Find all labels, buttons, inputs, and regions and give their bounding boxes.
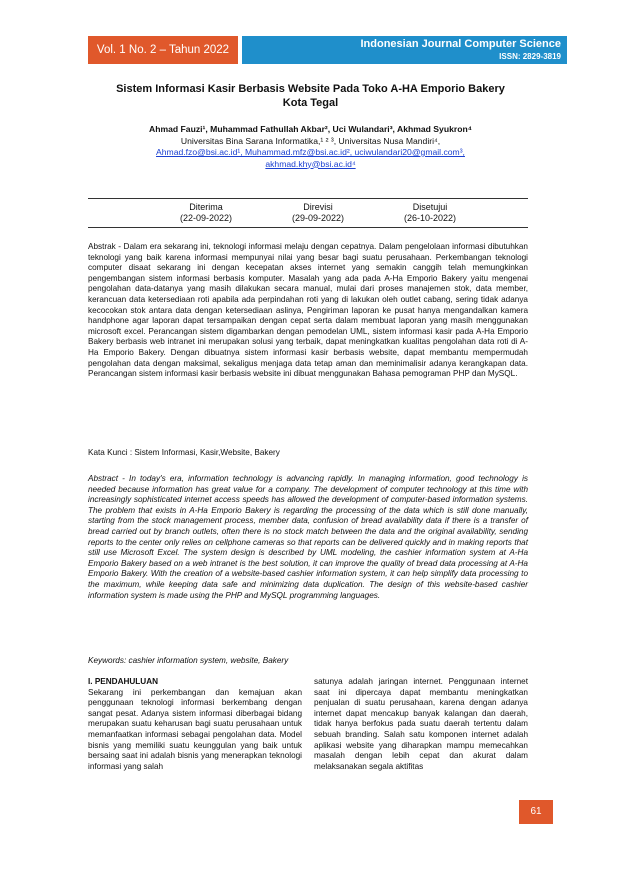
date-accepted xyxy=(390,202,470,224)
author-email-4[interactable]: akhmad.khy@bsi.ac.id⁴ xyxy=(265,158,356,169)
accepted-label: Disetujui xyxy=(412,202,448,212)
kata-kunci: Kata Kunci : Sistem Informasi, Kasir,Website, Bakery xyxy=(88,448,280,457)
accepted-value: (26-10-2022) xyxy=(403,213,457,223)
received-value: (22-09-2022) xyxy=(179,213,233,223)
date-revised xyxy=(278,202,358,224)
received-label: Diterima xyxy=(189,202,223,212)
page-number: 61 xyxy=(519,800,553,824)
journal-issn: ISSN: 2829-3819 xyxy=(499,52,561,61)
affiliation: Universitas Bina Sarana Informatika,¹ ² ³, Universitas Nusa Mandiri⁴, xyxy=(180,135,441,146)
keywords-english: Keywords: cashier information system, website, Bakery xyxy=(88,656,289,665)
abstract-english-paragraph: Abstract - In today's era, information technology is advancing rapidly. In managing information, good technology is needed because information has great value for a company. The development of computer technology at this time with increasingly sophisticated internet access speeds has allowed the development of computer-based information systems. The problem that exists in A-Ha Emporio Bakery is regarding the processing of the data which is still done manually, starting from the stock management process, member data, confusion of bread availability data if there is a transfer of bread carried out by branch outlets, often there is no stock match between the data and the original availability, sending reports to the center only relies on cellphone cameras so that reports can be delivered quickly and in making reports that still use Microsoft Excel. The system design is described by UML modeling, the cashier information system at A-Ha Emporio Bakery based on a web intranet is the best solution, it can improve the quality of bread data processing at A-Ha Emporio Bakery. With the creation of a website-based cashier information system, it can help simplify data processing to the maximum, while keeping data safe and minimizing data duplication. The design of this website-based cashier information system is made using the PHP and MySQL programming languages. xyxy=(88,474,528,600)
intro-right-text: satunya adalah jaringan internet. Penggunaan internet saat ini dipercaya dapat membantu meningkatkan penjualan di suatu perusahaan, karena dengan adanya internet dapat mencakup banyak kalangan dan daerah, tidak hanya berfokus pada suatu daerah tertentu dalam sebuah branding. Salah satu komponen internet adalah aplikasi website yang diharapkan mampu memecahkan masalah dengan lebih cepat dan akurat dalam melaksanakan segala aktifitas xyxy=(314,677,528,771)
author-block xyxy=(88,124,533,170)
revised-value: (29-09-2022) xyxy=(291,213,345,223)
revised-label: Direvisi xyxy=(303,202,333,212)
paper-title xyxy=(88,82,533,110)
journal-name: Indonesian Journal Computer Science xyxy=(360,38,561,50)
date-received xyxy=(166,202,246,224)
abstrak-paragraph: Abstrak - Dalam era sekarang ini, teknologi informasi melaju dengan cepatnya. Dalam pengelolaan informasi dibutuhkan teknologi yang baik karena informasi mempunyai nilai yang besar bagi suatu perusahaan. Perkembangan teknologi computer disaat sekarang ini dengan kecepatan akses internet yang semakin canggih telah memungkinkan pengembangan sistem informasi berbasis komputer. Masalah yang ada pada A-Ha Emporio Bakery yaitu mengenai pengolahan data-datanya yang masih dilakukan secara manual, mulai dari proses manajemen stok, data member, kerancuan data ketersediaan roti apabila ada perpindahan roti yang di lakukan oleh outlet cabang, sering tidak adanya kecocokan stok antara data dengan ketersediaan aslinya, Pengiriman laporan ke pusat hanya mengandalkan kamera handphone agar laporan dapat tersampaikan dengan cepat serta dalam membuat laporan yang masih menggunakan microsoft excel. Perancangan sistem digambarkan dengan pemodelan UML, sistem informasi kasir pada A-Ha Emporio Bakery berbasis web intranet ini merupakan solusi yang terbaik, dapat meningkatkan kualitas pengolahan data roti di A-Ha Emporio Bakery. Dengan dibuatnya sistem informasi kasir berbasis website, dapat membantu mempermudah pengolahan data dengan maksimal, sekaligus menjaga data tetap aman dan meminimalisir adanya kerangkapan data. Perancangan sistem informasi kasir berbasis website ini dibuat menggunakan Bahasa pemograman PHP dan MySQL. xyxy=(88,242,528,379)
title-line-1: Sistem Informasi Kasir Berbasis Website Pada Toko A-HA Emporio Bakery xyxy=(116,83,505,95)
author-names: Ahmad Fauzi¹, Muhammad Fathullah Akbar², Uci Wulandari³, Akhmad Syukron⁴ xyxy=(149,124,472,134)
intro-left-text: Sekarang ini perkembangan dan kemajuan akan penggunaan teknologi informasi berkembang dengan sangat pesat. Adanya sistem informasi diberbagai bidang merupakan suatu keharusan bagi suatu perusahaan untuk memanfaatkan informasi sebagai pengolahan data. Model bisnis yang memiliki suatu keunggulan yang baik untuk bersaing saat ini adalah bisnis yang menerapkan teknologi informasi yang salah xyxy=(88,687,302,771)
title-line-2: Kota Tegal xyxy=(282,97,339,109)
journal-banner xyxy=(242,36,567,64)
intro-left-column xyxy=(88,677,302,772)
volume-badge: Vol. 1 No. 2 – Tahun 2022 xyxy=(88,36,238,64)
author-emails[interactable]: Ahmad.fzo@bsi.ac.id¹, Muhammad.mfz@bsi.ac.id², uciwulandari20@gmail.com³, xyxy=(156,147,465,157)
submission-dates xyxy=(88,198,528,228)
intro-right-column xyxy=(314,677,528,772)
section-heading: I. PENDAHULUAN xyxy=(88,677,159,686)
